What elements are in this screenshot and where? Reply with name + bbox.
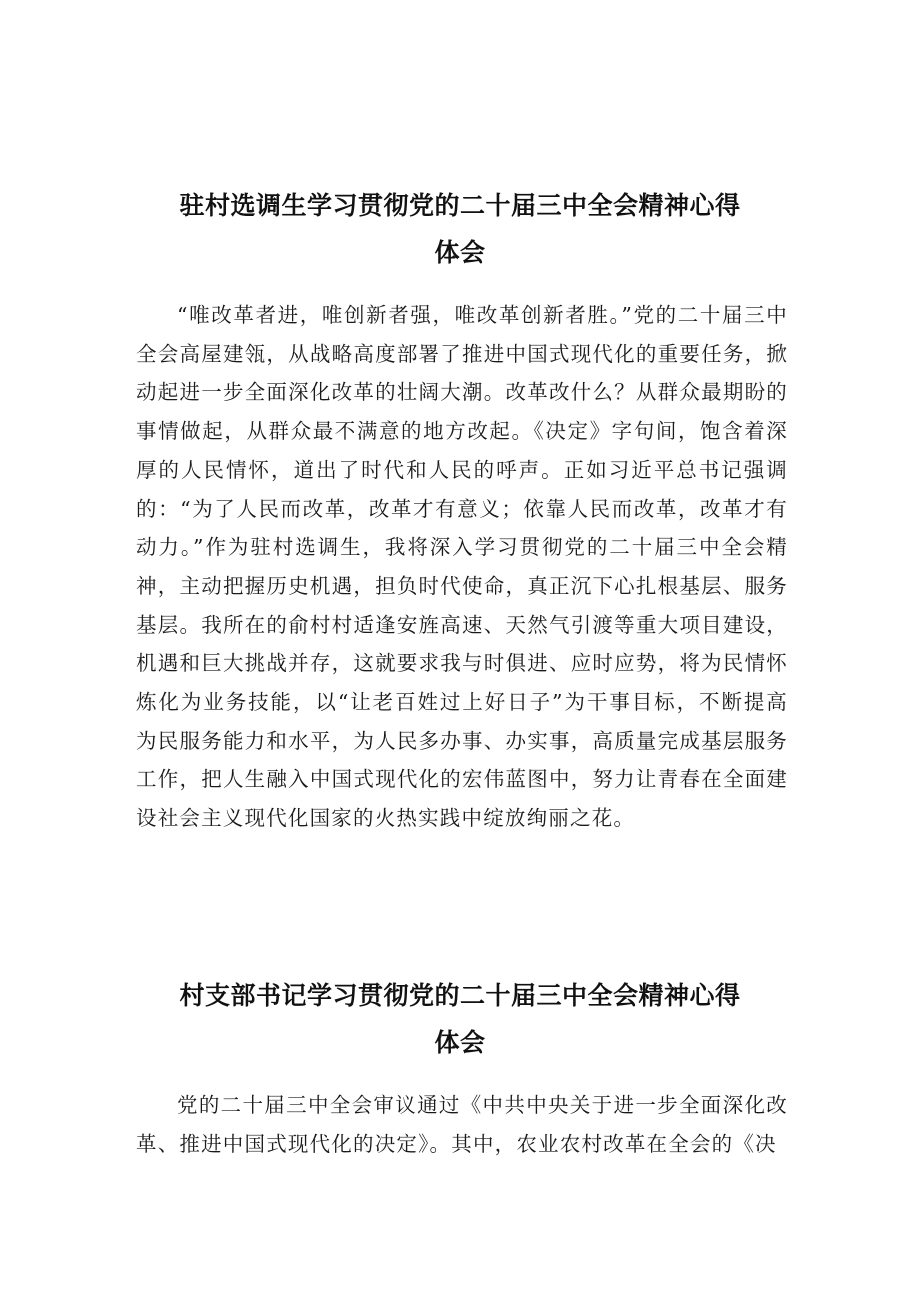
section-title-1: 驻村选调生学习贯彻党的二十届三中全会精神心得体会 [179,190,741,267]
section-paragraph-1: “唯改革者进，唯创新者强，唯改革创新者胜。”党的二十届三中全会高屋建瓴，从战略高度部署了推进中国式现代化的重要任务，掀动起进一步全面深化改革的壮阔大潮。改革改什么？从群众最期盼的事情做起，从群众最不满意的地方改起。《决定》字句间，饱含着深厚的人民情怀，道出了时代和人民的呼声。正如习近平总书记强调的：“为了人民而改革，改革才有意义；依靠人民而改革，改革才有动力。”作为驻村选调生，我将深入学习贯彻党的二十届三中全会精神，主动把握历史机遇，担负时代使命，真正沉下心扎根基层、服务基层。我所在的俞村村适逢安旌高速、天然气引渡等重大项目建设，机遇和巨大挑战并存，这就要求我与时俱进、应时应势，将为民情怀炼化为业务技能，以“让老百姓过上好日子”为干事目标，不断提高为民服务能力和水平，为人民多办事、办实事，高质量完成基层服务工作，把人生融入中国式现代化的宏伟蓝图中，努力让青春在全面建设社会主义现代化国家的火热实践中绽放绚丽之花。 [136,303,788,831]
section-title-2: 村支部书记学习贯彻党的二十届三中全会精神心得体会 [179,980,741,1057]
section-paragraph-2: 党的二十届三中全会审议通过《中共中央关于进一步全面深化改革、推进中国式现代化的决定》。其中，农业农村改革在全会的《决 [136,1093,788,1156]
